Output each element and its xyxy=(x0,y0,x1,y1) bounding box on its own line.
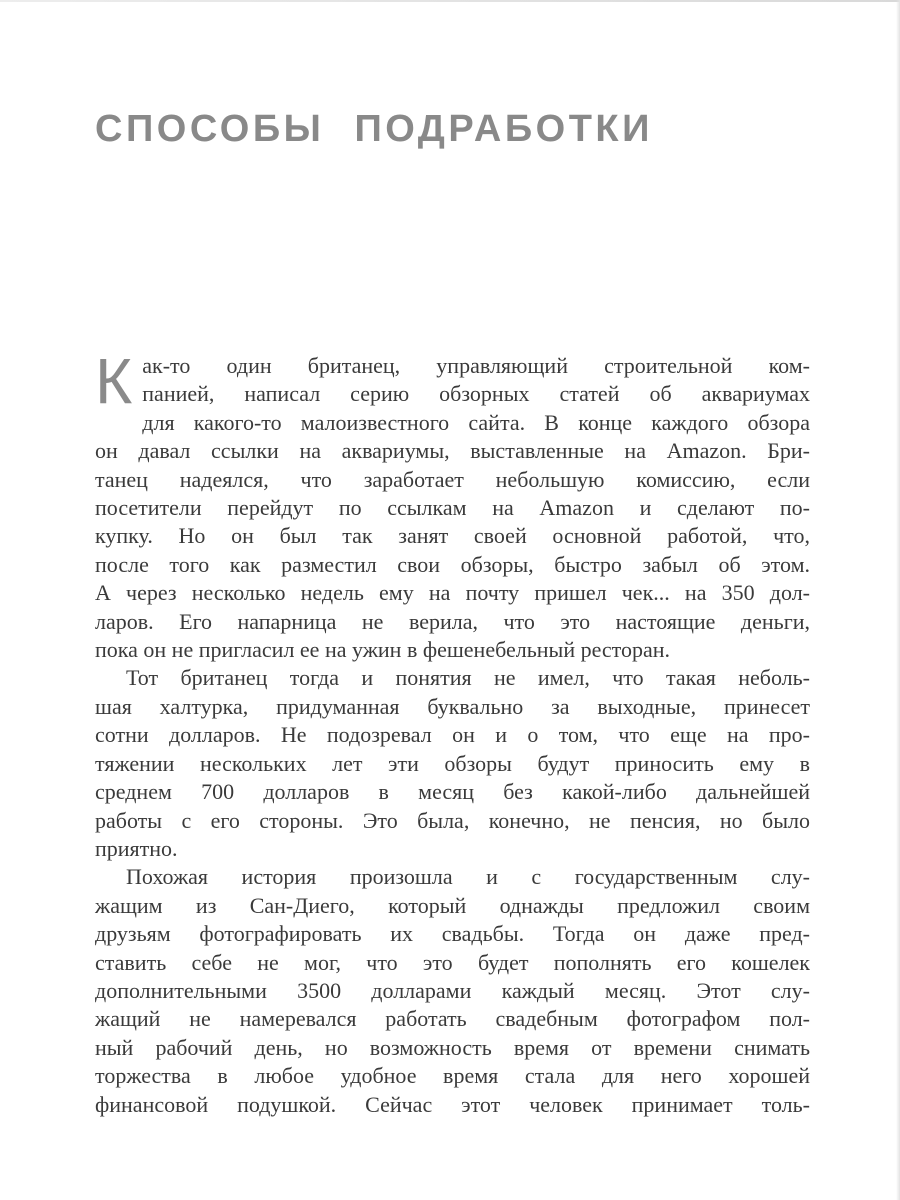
text-line: среднем 700 долларов в месяц без какой-либо дальнейшей xyxy=(95,779,810,805)
text-line: ларов. Его напарница не верила, что это настоящие деньги, xyxy=(95,608,810,634)
text-line: шая халтурка, придуманная буквально за выходные, принесет xyxy=(95,693,810,719)
text-line: жащим из Сан-Диего, который однажды предложил своим xyxy=(95,892,810,918)
paragraph-1 xyxy=(95,345,810,664)
text-line: ставить себе не мог, что это будет пополнять его кошелек xyxy=(95,949,810,975)
text-line: Похожая история произошла и с государственным слу- xyxy=(126,864,810,890)
text-line: он давал ссылки на аквариумы, выставленные на Amazon. Бри- xyxy=(95,438,810,464)
text-line: друзьям фотографировать их свадьбы. Тогда он даже пред- xyxy=(95,921,810,947)
text-line: Тот британец тогда и понятия не имел, что такая неболь- xyxy=(126,665,810,691)
paragraph-3 xyxy=(95,863,810,1119)
text-line: тяжении нескольких лет эти обзоры будут приносить ему в xyxy=(95,750,810,776)
text-line: посетители перейдут по ссылкам на Amazon и сделают по- xyxy=(95,495,810,521)
text-line: работы с его стороны. Это была, конечно, не пенсия, но было xyxy=(95,807,810,833)
body-text xyxy=(95,345,810,1119)
text-line: торжества в любое удобное время стала для него хорошей xyxy=(95,1063,810,1089)
paragraph-2 xyxy=(95,664,810,863)
text-line: для какого-то малоизвестного сайта. В конце каждого обзора xyxy=(142,409,810,435)
text-line: купку. Но он был так занят своей основной работой, что, xyxy=(95,523,810,549)
text-line: после того как разместил свои обзоры, быстро забыл об этом. xyxy=(95,551,810,577)
drop-cap: К xyxy=(95,345,133,417)
text-line: А через несколько недель ему на почту пришел чек... на 350 дол- xyxy=(95,580,810,606)
text-line: пока он не пригласил ее на ужин в фешенебельный ресторан. xyxy=(95,637,671,663)
text-line: сотни долларов. Не подозревал он и о том, что еще на про- xyxy=(95,722,810,748)
text-line: панией, написал серию обзорных статей об аквариумах xyxy=(142,381,810,407)
text-line: жащий не намеревался работать свадебным фотографом пол- xyxy=(95,1006,810,1032)
text-line: приятно. xyxy=(95,835,178,861)
text-line: дополнительными 3500 долларами каждый месяц. Этот слу- xyxy=(95,977,810,1003)
text-line: ак-то один британец, управляющий строительной ком- xyxy=(142,353,810,378)
text-line: финансовой подушкой. Сейчас этот человек принимает толь- xyxy=(95,1091,810,1117)
text-line: танец надеялся, что заработает небольшую комиссию, если xyxy=(95,466,810,492)
text-line: ный рабочий день, но возможность время от времени снимать xyxy=(95,1034,810,1060)
chapter-title: СПОСОБЫ ПОДРАБОТКИ xyxy=(95,108,653,150)
